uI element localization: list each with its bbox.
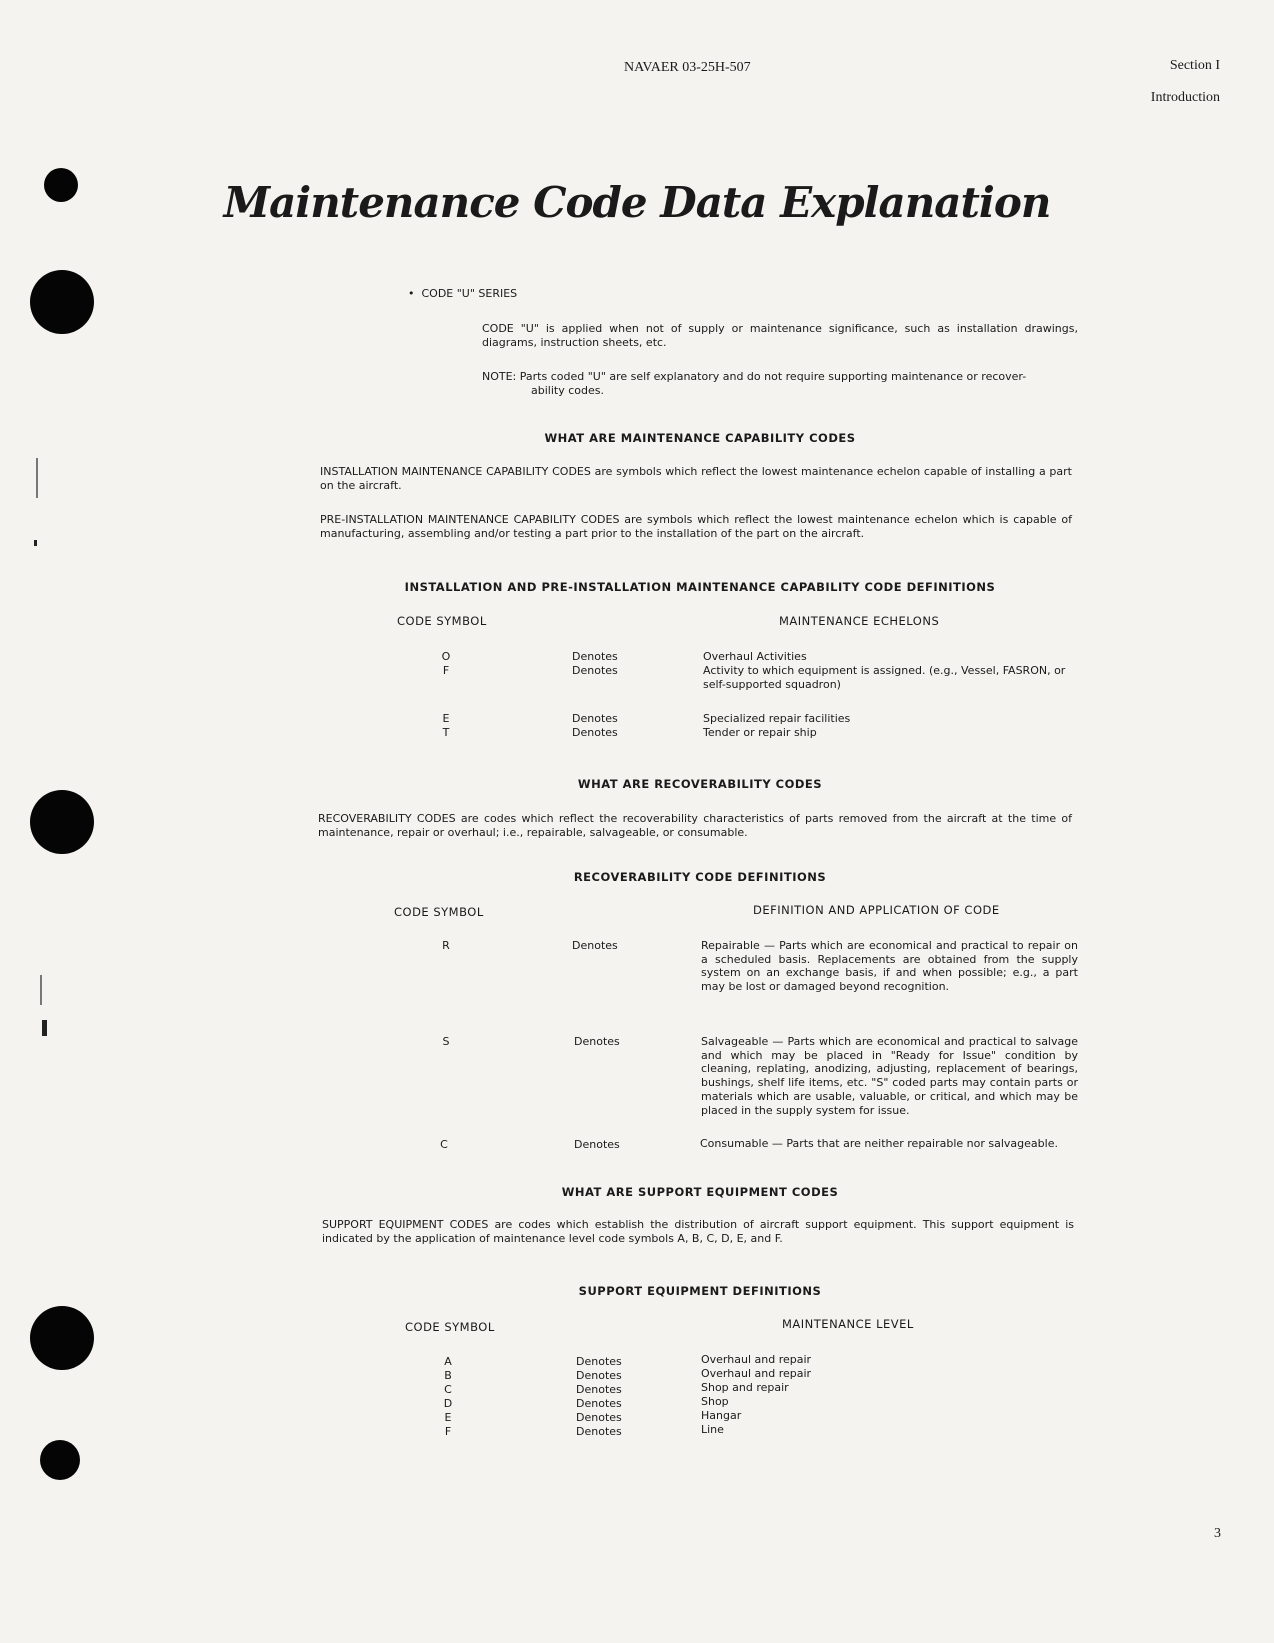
capability-heading: WHAT ARE MAINTENANCE CAPABILITY CODES (544, 431, 856, 445)
support-col-desc: MAINTENANCE LEVEL (782, 1317, 914, 1331)
capability-code-o: O (441, 650, 451, 663)
capability-col-desc: MAINTENANCE ECHELONS (779, 614, 940, 628)
support-col-code: CODE SYMBOL (405, 1320, 495, 1334)
support-desc-a: Overhaul and repair (701, 1353, 812, 1366)
recoverability-col-desc: DEFINITION AND APPLICATION OF CODE (753, 903, 1000, 917)
support-heading: WHAT ARE SUPPORT EQUIPMENT CODES (561, 1185, 839, 1199)
recoverability-desc-c: Consumable — Parts that are neither repairable nor salvageable. (700, 1137, 1058, 1150)
capability-code-e: E (442, 712, 450, 725)
support-verb-e: Denotes (576, 1411, 622, 1424)
scan-mark (42, 1020, 47, 1036)
binder-hole (30, 790, 94, 854)
page-title: Maintenance Code Data Explanation (223, 178, 1051, 227)
capability-verb-f: Denotes (572, 664, 618, 677)
recoverability-defs-heading: RECOVERABILITY CODE DEFINITIONS (573, 870, 827, 884)
recoverability-verb-s: Denotes (574, 1035, 620, 1048)
bullet-icon: • (408, 287, 422, 300)
note-line1: Parts coded "U" are self explanatory and do not require supporting maintenance or recover- (519, 370, 1027, 383)
support-code-a: A (444, 1355, 452, 1368)
scan-mark (34, 540, 37, 546)
capability-code-f: F (442, 664, 450, 677)
code-u-note (482, 370, 1078, 398)
support-verb-f: Denotes (576, 1425, 622, 1438)
support-code-b: B (444, 1369, 452, 1382)
capability-desc-o: Overhaul Activities (703, 650, 807, 663)
recoverability-code-r: R (442, 939, 450, 952)
support-desc-b: Overhaul and repair (701, 1367, 812, 1380)
support-desc-f: Line (701, 1423, 724, 1436)
code-u-heading: CODE "U" SERIES (421, 287, 518, 300)
section-label: Section I (1169, 58, 1220, 73)
capability-verb-o: Denotes (572, 650, 618, 663)
bullet-heading-u (408, 287, 517, 301)
capability-desc-f: Activity to which equipment is assigned. (e.g., Vessel, FASRON, or self-supported squadron) (703, 664, 1066, 691)
capability-para-1: INSTALLATION MAINTENANCE CAPABILITY CODES are symbols which reflect the lowest maintenance echelon capable of installing a part on the aircraft. (320, 465, 1072, 492)
doc-number: NAVAER 03-25H-507 (624, 60, 751, 75)
capability-defs-heading: INSTALLATION AND PRE-INSTALLATION MAINTENANCE CAPABILITY CODE DEFINITIONS (404, 580, 996, 594)
support-verb-b: Denotes (576, 1369, 622, 1382)
support-desc-c: Shop and repair (701, 1381, 789, 1394)
recoverability-col-code: CODE SYMBOL (394, 905, 484, 919)
support-code-e: E (444, 1411, 452, 1424)
support-verb-c: Denotes (576, 1383, 622, 1396)
support-desc-e: Hangar (701, 1409, 742, 1422)
capability-desc-t: Tender or repair ship (703, 726, 817, 739)
recoverability-desc-r: Repairable — Parts which are economical and practical to repair on a scheduled basis. Replacements are obtained from the supply system on an exchange basis, if and when possible; e.g., a part may be lost or damaged beyond recognition. (701, 939, 1078, 994)
note-label: NOTE: (482, 370, 517, 383)
recoverability-desc-s: Salvageable — Parts which are economical and practical to salvage and which may be placed in "Ready for Issue" condition by cleaning, replating, anodizing, adjusting, replacement of bearings, bushings, shelf life items, etc. "S" coded parts may contain parts or materials which are usable, valuable, or critical, and which may be placed in the supply system for issue. (701, 1035, 1078, 1117)
support-verb-a: Denotes (576, 1355, 622, 1368)
recoverability-code-s: S (442, 1035, 450, 1048)
subsection-label: Introduction (1150, 90, 1220, 105)
scan-mark (40, 975, 42, 1005)
recoverability-verb-c: Denotes (574, 1138, 620, 1151)
note-line2: ability codes. (531, 384, 604, 397)
support-para: SUPPORT EQUIPMENT CODES are codes which establish the distribution of aircraft support equipment. This support equipment is indicated by the application of maintenance level code symbols A, B, C, D, E, and F. (322, 1218, 1074, 1245)
support-desc-d: Shop (701, 1395, 729, 1408)
support-code-c: C (444, 1383, 452, 1396)
support-code-d: D (443, 1397, 453, 1410)
capability-verb-t: Denotes (572, 726, 618, 739)
binder-hole (40, 1440, 80, 1480)
capability-desc-e: Specialized repair facilities (703, 712, 851, 725)
binder-hole (30, 270, 94, 334)
support-defs-heading: SUPPORT EQUIPMENT DEFINITIONS (578, 1284, 822, 1298)
support-verb-d: Denotes (576, 1397, 622, 1410)
recoverability-para: RECOVERABILITY CODES are codes which reflect the recoverability characteristics of parts removed from the aircraft at the time of maintenance, repair or overhaul; i.e., repairable, salvageable, or consumable. (318, 812, 1072, 839)
capability-col-code: CODE SYMBOL (397, 614, 487, 628)
code-u-paragraph: CODE "U" is applied when not of supply or maintenance significance, such as installation drawings, diagrams, instruction sheets, etc. (482, 322, 1078, 349)
support-code-f: F (444, 1425, 452, 1438)
page-number: 3 (1214, 1526, 1221, 1541)
capability-code-t: T (442, 726, 450, 739)
scan-mark (36, 458, 38, 498)
recoverability-heading: WHAT ARE RECOVERABILITY CODES (577, 777, 823, 791)
recoverability-code-c: C (440, 1138, 448, 1151)
capability-verb-e: Denotes (572, 712, 618, 725)
binder-hole (30, 1306, 94, 1370)
recoverability-verb-r: Denotes (572, 939, 618, 952)
capability-para-2: PRE-INSTALLATION MAINTENANCE CAPABILITY CODES are symbols which reflect the lowest maintenance echelon which is capable of manufacturing, assembling and/or testing a part prior to the installation of the part on the aircraft. (320, 513, 1072, 540)
